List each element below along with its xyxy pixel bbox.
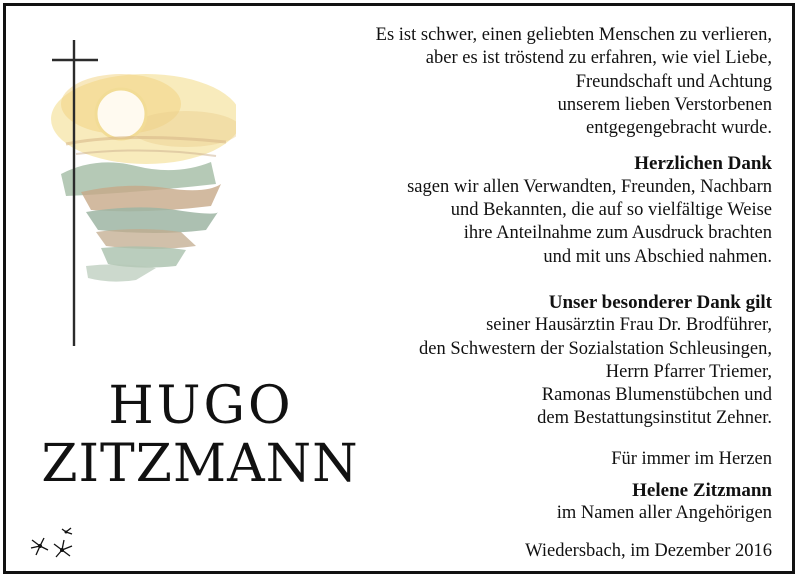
thanks-line: und Bekannten, die auf so vielfältige Weise — [450, 200, 772, 221]
thanks-line: und mit uns Abschied nahmen. — [543, 246, 772, 267]
special-thanks-line: den Schwestern der Sozialstation Schleusingen, — [419, 338, 772, 359]
sun-shape — [96, 89, 146, 139]
special-thanks-line: seiner Hausärztin Frau Dr. Brodführer, — [486, 315, 772, 336]
intro-line: unserem lieben Verstorbenen — [557, 94, 772, 115]
intro-line: Freundschaft und Achtung — [575, 71, 772, 92]
landscape-svg — [26, 34, 236, 354]
deceased-first-name: HUGO — [108, 376, 294, 436]
sunset-landscape-illustration — [26, 34, 236, 354]
thanks-heading: Herzlichen Dank — [634, 153, 772, 175]
thanks-line: ihre Anteilnahme zum Ausdruck brachten — [463, 223, 772, 244]
intro-line: entgegengebracht wurde. — [586, 118, 772, 139]
signer-name: Helene Zitzmann — [632, 480, 772, 502]
closing-line: Für immer im Herzen — [611, 448, 772, 469]
obituary-card — [3, 3, 795, 574]
special-thanks-line: Ramonas Blumenstübchen und — [541, 385, 772, 406]
deceased-last-name: ZITZMANN — [41, 434, 359, 494]
signer-note: im Namen aller Angehörigen — [556, 503, 772, 524]
special-thanks-heading: Unser besonderer Dank gilt — [548, 291, 772, 313]
intro-line: aber es ist tröstend zu erfahren, wie viel Liebe, — [425, 48, 772, 69]
flower-ornament-icon — [28, 526, 80, 562]
message-text — [252, 24, 772, 563]
thanks-line: sagen wir allen Verwandten, Freunden, Nachbarn — [407, 176, 772, 197]
intro-line: Es ist schwer, einen geliebten Menschen zu verlieren, — [375, 25, 772, 45]
place-date: Wiedersbach, im Dezember 2016 — [525, 540, 772, 561]
special-thanks-line: Herrn Pfarrer Triemer, — [605, 361, 772, 382]
special-thanks-line: dem Bestattungsinstitut Zehner. — [537, 408, 772, 429]
